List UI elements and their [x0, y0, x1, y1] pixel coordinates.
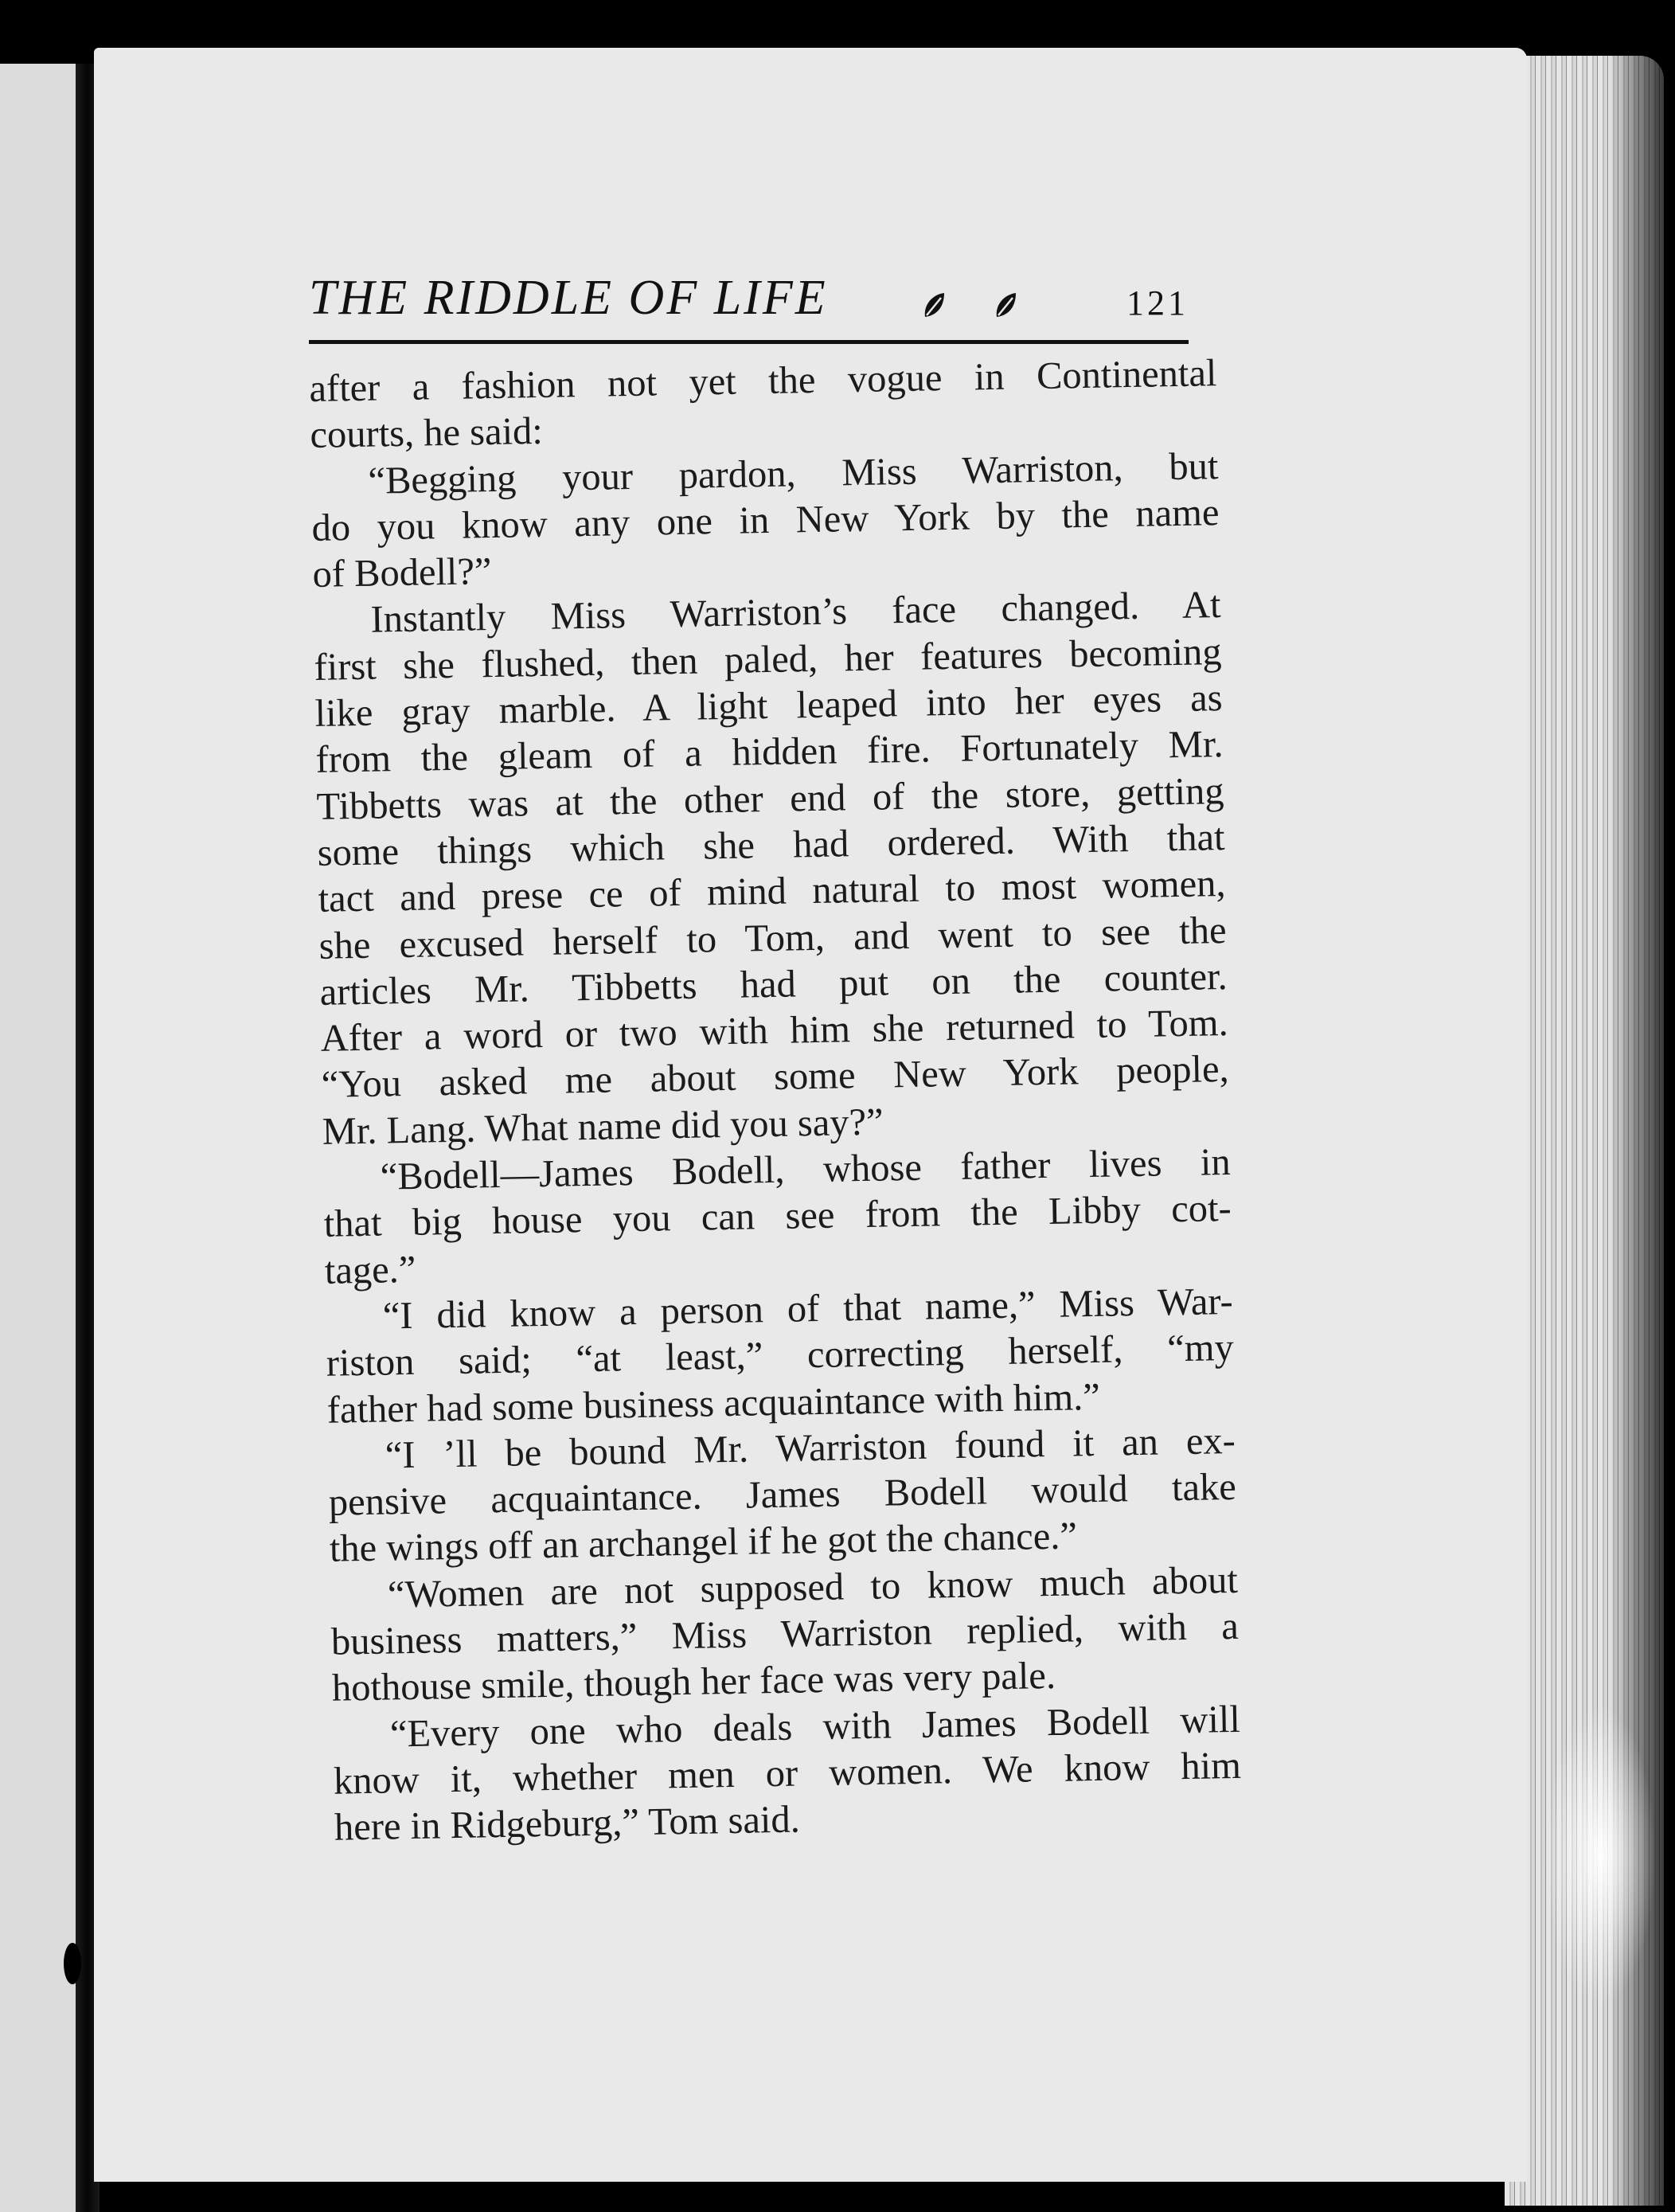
text-line: pensive acquaintance. James Bodell would take — [328, 1466, 1237, 1524]
text-line: after a fashion not yet the vogue in Continental — [309, 352, 1217, 410]
light-glare — [1544, 1704, 1656, 2007]
text-line: “I ’ll be bound Mr. Warriston found it an ex- — [385, 1419, 1236, 1477]
text-line: courts, he said: — [310, 410, 544, 457]
left-page-edge — [0, 64, 76, 2212]
text-line: “Women are not supposed to know much about — [387, 1558, 1239, 1616]
text-line: articles Mr. Tibbetts had put on the counter. — [319, 955, 1228, 1014]
page-body-text — [309, 350, 1242, 1851]
running-title: THE RIDDLE OF LIFE — [309, 271, 828, 325]
text-line: riston said; “at least,” correcting herself, “my — [326, 1327, 1235, 1385]
text-line: Tibbetts was at the other end of the store, getting — [316, 769, 1224, 828]
text-line: “I did know a person of that name,” Miss War- — [382, 1280, 1234, 1338]
header-rule — [309, 340, 1189, 344]
text-line: hothouse smile, though her face was very pale. — [331, 1655, 1056, 1710]
text-line: from the gleam of a hidden fire. Fortunately Mr. — [315, 723, 1224, 782]
leaf-ornament-icon — [922, 291, 946, 320]
text-line: father had some business acquaintance with him.” — [326, 1375, 1101, 1432]
text-line: “Bodell—James Bodell, whose father lives in — [380, 1140, 1232, 1198]
text-line: some things which she had ordered. With that — [317, 815, 1225, 874]
text-line: that big house you can see from the Libby cot- — [323, 1187, 1232, 1246]
text-line: know it, whether men or women. We know him — [333, 1744, 1242, 1803]
text-line: do you know any one in New York by the name — [311, 490, 1220, 549]
text-line: Instantly Miss Warriston’s face changed. At — [370, 584, 1221, 642]
text-line: tage.” — [324, 1248, 416, 1292]
text-line: “You asked me about some New York people, — [321, 1048, 1230, 1107]
text-line: Mr. Lang. What name did you say?” — [322, 1100, 884, 1153]
text-line: After a word or two with him she returned to Tom. — [320, 1002, 1229, 1061]
running-header — [309, 255, 1189, 344]
page-number: 121 — [1126, 283, 1189, 322]
text-line: of Bodell?” — [312, 550, 492, 596]
text-line: “Every one who deals with James Bodell will — [389, 1698, 1241, 1756]
binding-mark — [64, 1943, 81, 1984]
text-line: business matters,” Miss Warriston replied, with a — [330, 1604, 1240, 1663]
text-line: tact and prese ce of mind natural to most women, — [318, 862, 1226, 921]
leaf-ornament-icon — [994, 291, 1017, 320]
text-line: first she flushed, then paled, her features becoming — [314, 630, 1222, 689]
text-line: the wings off an archangel if he got the chance.” — [329, 1514, 1078, 1571]
text-line: she excused herself to Tom, and went to see the — [318, 909, 1227, 967]
text-line: here in Ridgeburg,” Tom said. — [334, 1798, 801, 1849]
text-line: like gray marble. A light leaped into her eyes as — [314, 677, 1223, 736]
text-line: “Begging your pardon, Miss Warriston, but — [368, 444, 1219, 502]
